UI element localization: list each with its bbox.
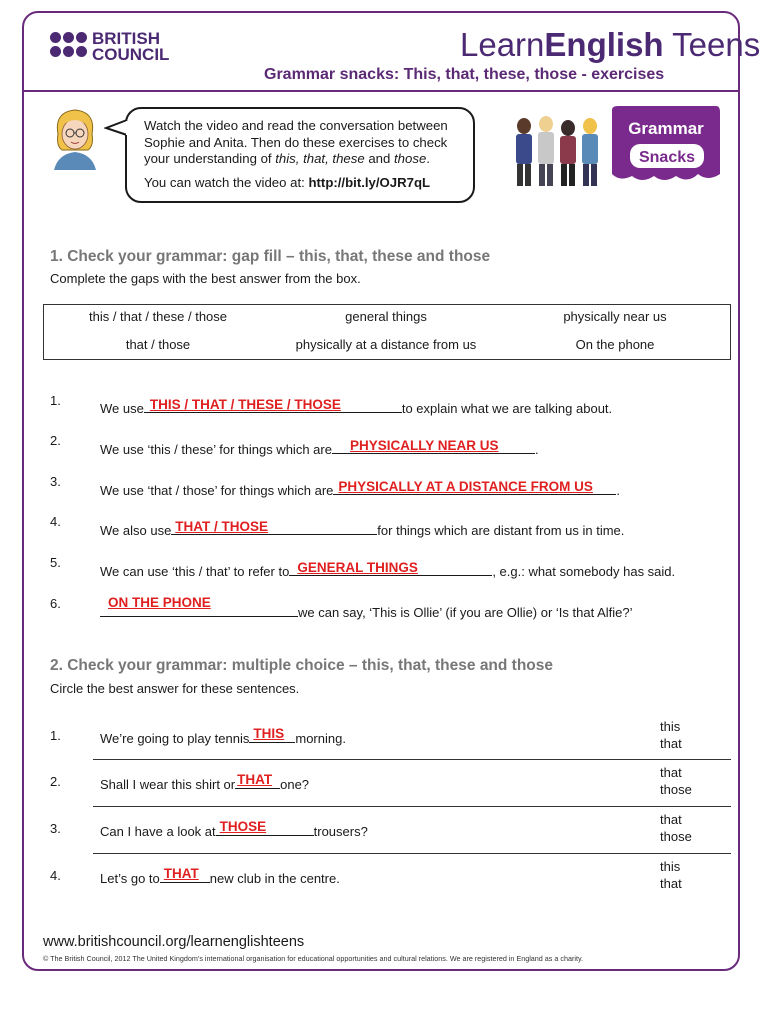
answer-text: THAT bbox=[163, 866, 199, 881]
mc-question-1: We’re going to play tennis THIS morning. bbox=[100, 726, 346, 746]
row-divider bbox=[93, 806, 731, 807]
footer-url[interactable]: www.britishcouncil.org/learnenglishteens bbox=[43, 934, 305, 950]
answer-text: PHYSICALLY NEAR US bbox=[349, 438, 499, 453]
gap-question-number: 4. bbox=[50, 514, 61, 529]
mc-question-number: 1. bbox=[50, 728, 61, 743]
answer-blank[interactable] bbox=[100, 595, 298, 617]
section-2-instruction: Circle the best answer for these sentences. bbox=[50, 681, 300, 696]
word-box-cell: this / that / these / those bbox=[88, 309, 228, 324]
answer-blank[interactable] bbox=[144, 398, 402, 413]
option[interactable]: this bbox=[660, 719, 681, 734]
answer-text: ON THE PHONE bbox=[108, 595, 211, 610]
answer-blank[interactable] bbox=[332, 439, 535, 454]
answer-text: THAT bbox=[237, 772, 273, 787]
sophie-avatar-icon bbox=[48, 104, 102, 170]
gap-question-number: 2. bbox=[50, 433, 61, 448]
intro-text: Watch the video and read the conversation between Sophie and Anita. Then do these exercises to check your understanding of this, that, these and those. You can watch the video at: http://bit.ly/OJR7qL bbox=[144, 118, 448, 190]
row-divider bbox=[93, 853, 731, 854]
mc-question-number: 4. bbox=[50, 868, 61, 883]
answer-blank[interactable] bbox=[235, 774, 280, 789]
answer-blank[interactable] bbox=[333, 480, 616, 495]
section-1-instruction: Complete the gaps with the best answer from the box. bbox=[50, 271, 361, 286]
logo-line-1: BRITISH bbox=[92, 29, 160, 48]
gap-question-6: ON THE PHONE we can say, ‘This is Ollie’ (if you are Ollie) or ‘Is that Alfie?’ bbox=[100, 602, 633, 620]
gap-question-number: 1. bbox=[50, 393, 61, 408]
mc-options bbox=[660, 811, 692, 845]
row-divider bbox=[93, 759, 731, 760]
answer-blank[interactable] bbox=[289, 561, 492, 576]
answer-text: THIS / THAT / THESE / THOSE bbox=[149, 397, 341, 412]
option[interactable]: that bbox=[660, 765, 682, 780]
answer-blank[interactable] bbox=[216, 821, 314, 836]
mc-question-3: Can I have a look at THOSE trousers? bbox=[100, 819, 368, 839]
answer-blank[interactable] bbox=[160, 868, 210, 883]
header-divider bbox=[24, 90, 740, 92]
mc-options bbox=[660, 858, 682, 892]
option[interactable]: that bbox=[660, 876, 682, 891]
option[interactable]: those bbox=[660, 782, 692, 797]
answer-blank[interactable] bbox=[249, 728, 295, 743]
option[interactable]: those bbox=[660, 829, 692, 844]
word-box-cell: On the phone bbox=[575, 337, 655, 352]
footer-copyright: © The British Council, 2012 The United Kingdom’s international organisation for educational opportunities and cultural relations. We are registered in England as a charity. bbox=[43, 954, 584, 963]
gap-question-4: We also use THAT / THOSE for things which are distant from us in time. bbox=[100, 519, 625, 538]
gap-question-2: We use ‘this / these’ for things which are PHYSICALLY NEAR US . bbox=[100, 438, 539, 457]
grammar-snacks-badge bbox=[508, 104, 722, 194]
answer-text: THOSE bbox=[219, 819, 267, 834]
logo-dots-icon bbox=[50, 32, 88, 62]
gap-question-number: 6. bbox=[50, 596, 61, 611]
gap-question-1: We use THIS / THAT / THESE / THOSE to explain what we are talking about. bbox=[100, 397, 613, 416]
word-box-cell: that / those bbox=[125, 337, 191, 352]
section-2-title: 2. Check your grammar: multiple choice – this, that, these and those bbox=[50, 657, 554, 674]
word-box-cell: general things bbox=[345, 309, 427, 324]
characters-icon bbox=[516, 116, 598, 186]
mc-question-4: Let’s go to THAT new club in the centre. bbox=[100, 866, 340, 886]
learnenglish-teens-brand: LearnEnglish Teens bbox=[460, 26, 761, 63]
mc-question-2: Shall I wear this shirt or THAT one? bbox=[100, 772, 310, 792]
mc-question-number: 2. bbox=[50, 774, 61, 789]
answer-text: THAT / THOSE bbox=[175, 519, 269, 534]
mc-question-number: 3. bbox=[50, 821, 61, 836]
answer-text: PHYSICALLY AT A DISTANCE FROM US bbox=[338, 479, 593, 494]
answer-text: THIS bbox=[253, 726, 285, 741]
gap-question-number: 3. bbox=[50, 474, 61, 489]
word-box-cell: physically at a distance from us bbox=[295, 337, 477, 352]
section-1-title: 1. Check your grammar: gap fill – this, that, these and those bbox=[50, 248, 491, 265]
logo-line-2: COUNCIL bbox=[92, 45, 170, 64]
gap-question-3: We use ‘that / those’ for things which are PHYSICALLY AT A DISTANCE FROM US . bbox=[100, 479, 621, 498]
answer-text: GENERAL THINGS bbox=[297, 560, 418, 575]
gap-question-number: 5. bbox=[50, 555, 61, 570]
word-box-cell: physically near us bbox=[563, 309, 667, 324]
gap-question-5: We can use ‘this / that’ to refer to GENERAL THINGS , e.g.: what somebody has said. bbox=[100, 560, 676, 579]
logo-text bbox=[92, 31, 169, 63]
mc-options bbox=[660, 718, 682, 752]
option[interactable]: that bbox=[660, 736, 682, 751]
option[interactable]: that bbox=[660, 812, 682, 827]
video-link[interactable]: http://bit.ly/OJR7qL bbox=[308, 174, 431, 190]
svg-text:Snacks: Snacks bbox=[638, 149, 696, 166]
mc-options bbox=[660, 764, 692, 798]
option[interactable]: this bbox=[660, 859, 681, 874]
page-title: Grammar snacks: This, that, these, those - exercises bbox=[264, 66, 665, 83]
speech-bubble-tail-icon bbox=[104, 118, 128, 138]
answer-blank[interactable] bbox=[171, 520, 377, 535]
svg-text:Grammar: Grammar bbox=[628, 119, 704, 138]
